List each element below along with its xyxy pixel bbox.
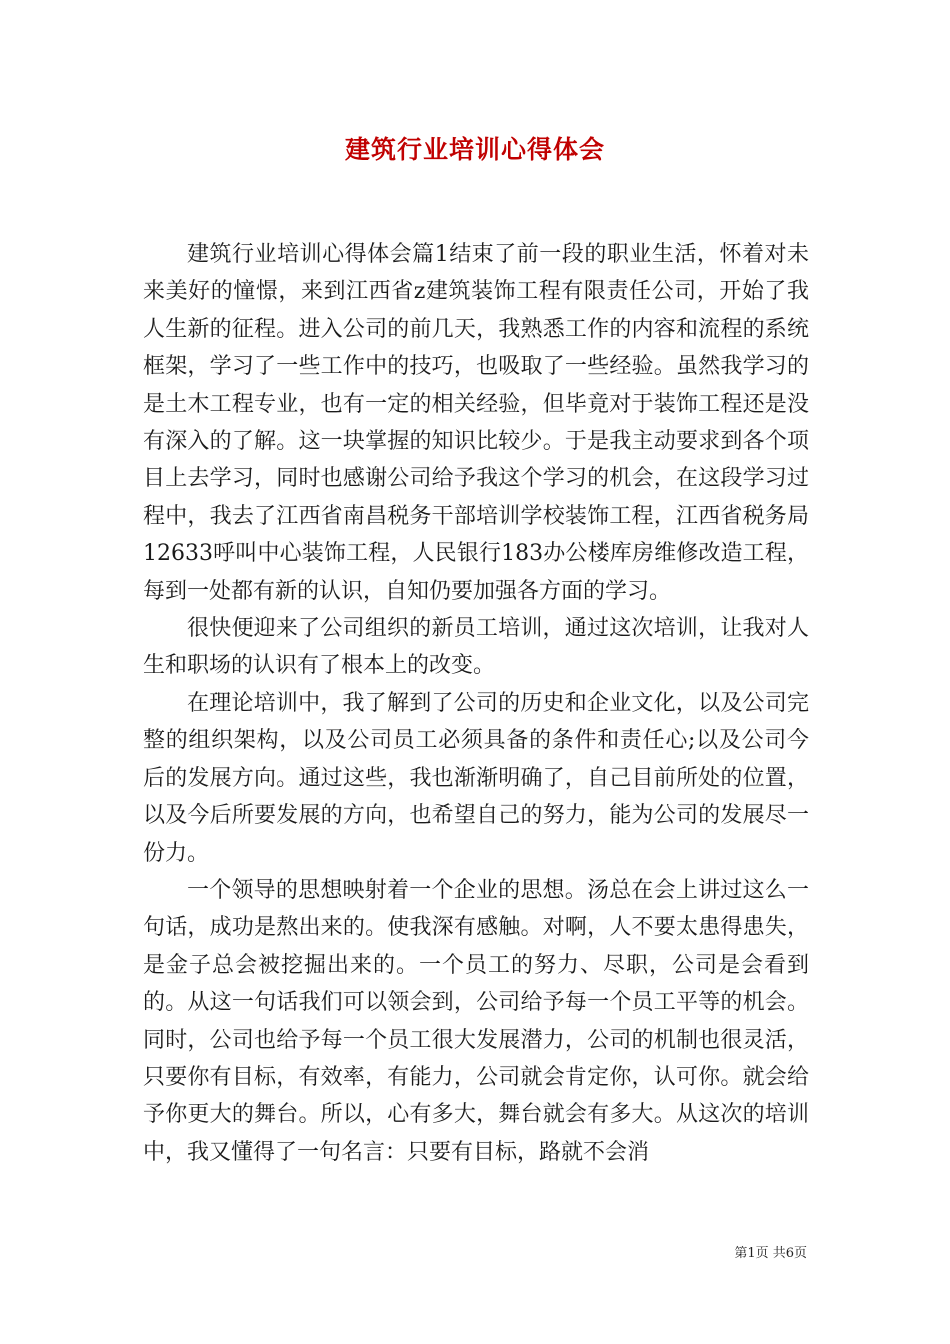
- document-title: 建筑行业培训心得体会: [344, 135, 605, 164]
- paragraph: 在理论培训中，我了解到了公司的历史和企业文化，以及公司完整的组织架构，以及公司员工必须具备的条件和责任心;以及公司今后的发展方向。通过这些，我也渐渐明确了，自己目前所处的位置，以及今后所要发展的方向，也希望自己的努力，能为公司的发展尽一份力。: [143, 690, 809, 866]
- paragraph: 建筑行业培训心得体会篇1结束了前一段的职业生活，怀着对未来美好的憧憬，来到江西省z建筑装饰工程有限责任公司，开始了我人生新的征程。进入公司的前几天，我熟悉工作的内容和流程的系统框架，学习了一些工作中的技巧，也吸取了一些经验。虽然我学习的是土木工程专业，也有一定的相关经验，但毕竟对于装饰工程还是没有深入的了解。这一块掌握的知识比较少。于是我主动要求到各个项目上去学习，同时也感谢公司给予我这个学习的机会，在这段学习过程中，我去了江西省南昌税务干部培训学校装饰工程，江西省税务局12633呼叫中心装饰工程，人民银行183办公楼库房维修改造工程，每到一处都有新的认识，自知仍要加强各方面的学习。: [143, 242, 809, 604]
- paragraph: 很快便迎来了公司组织的新员工培训，通过这次培训，让我对人生和职场的认识有了根本上的改变。: [143, 616, 809, 679]
- document-body: [143, 236, 809, 1171]
- page-number-footer: 第1页 共6页: [734, 1246, 807, 1261]
- paragraph: 一个领导的思想映射着一个企业的思想。汤总在会上讲过这么一句话，成功是熬出来的。使我深有感触。对啊，人不要太患得患失，是金子总会被挖掘出来的。一个员工的努力、尽职，公司是会看到的。从这一句话我们可以领会到，公司给予每一个员工平等的机会。同时，公司也给予每一个员工很大发展潜力，公司的机制也很灵活，只要你有目标，有效率，有能力，公司就会肯定你，认可你。就会给予你更大的舞台。所以，心有多大，舞台就会有多大。从这次的培训中，我又懂得了一句名言：只要有目标，路就不会消: [143, 877, 809, 1165]
